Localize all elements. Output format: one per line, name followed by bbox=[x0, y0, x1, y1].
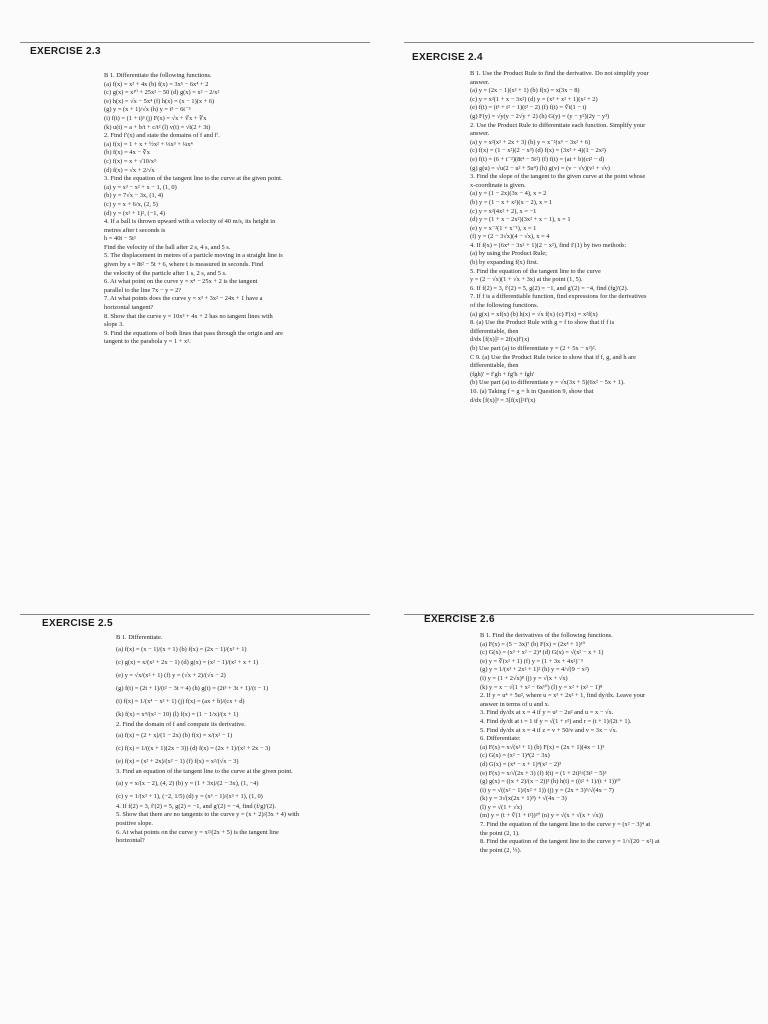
exercise-line: (e) y = ∜(x² + 1) (f) y = (1 + 3x + 4x²)⁻³ bbox=[480, 657, 583, 665]
exercise-line: 4. If f(2) = 3, f′(2) = 5, g(2) = −1, and g′(2) = −4, find (f/g)′(2). bbox=[116, 802, 276, 810]
exercise-line: 3. Find the equation of the tangent line to the curve at the given point. bbox=[104, 175, 283, 183]
exercise-line: (a) f(x) = (x − 1)/(x + 1) (b) f(x) = (2x − 1)/(x² + 1) bbox=[116, 645, 247, 653]
exercise-line: 9. Find the equations of both lines that pass through the origin and are bbox=[104, 329, 283, 337]
exercise-line: (f) y = (2 − 3√x)(4 − √x), x = 4 bbox=[470, 233, 550, 241]
exercise-line: (e) f(t) = (6 + t⁻²)(8t⁴ − 5t²) (f) f(t) = (at + b)(ct² − d) bbox=[470, 155, 605, 163]
exercise-line: (e) f(t) = (t³ + t² − 1)(t³ − 2) (f) f(t) = ∛t(1 − t) bbox=[470, 104, 587, 112]
exercise-line: (a) f(x) = x² + 4x (b) f(x) = 3x⁵ − 6x⁴ + 2 bbox=[104, 80, 209, 88]
exercise-title: EXERCISE 2.6 bbox=[424, 614, 495, 625]
exercise-line: answer. bbox=[470, 130, 490, 138]
exercise-line: (c) y = 1/(x² + 1), (−2, 1/5) (d) y = (x³ − 1)/(x³ + 1), (1, 0) bbox=[116, 792, 263, 800]
exercise-line: B 1. Find the derivatives of the following functions. bbox=[480, 632, 613, 639]
exercise-line: positive slope. bbox=[116, 819, 153, 827]
exercise-body bbox=[104, 72, 374, 347]
exercise-line: (b) y = (1 − x + x²)(x − 2), x = 1 bbox=[470, 198, 553, 206]
exercise-line: (a) y = x²(x² + 2x + 3) (b) y = x⁻²(x⁵ − 3x² + 6) bbox=[470, 138, 591, 146]
exercise-line: (b) by expanding f(x) first. bbox=[470, 259, 539, 267]
exercise-title: EXERCISE 2.3 bbox=[30, 46, 101, 57]
exercise-line: 8. Find the equation of the tangent line to the curve y = 1/√(20 − x²) at bbox=[480, 838, 660, 846]
top-rule bbox=[20, 42, 370, 43]
exercise-line: 5. The displacement in metres of a particle moving in a straight line is bbox=[104, 252, 283, 260]
exercise-line: (k) y = x − √(1 + x² − 6x¹⁰) (l) y = x² + (x² − 1)⁸ bbox=[480, 683, 603, 691]
exercise-line: horizontal tangent? bbox=[104, 304, 154, 312]
exercise-line: given by s = 8t² − 5t + 6, where t is measured in seconds. Find bbox=[104, 261, 264, 269]
exercise-line: (a) F(x) = (5 − 3x)⁷ (b) F(x) = (2x⁴ + 1)¹⁰ bbox=[480, 640, 586, 648]
exercise-line: 7. At what points does the curve y = x³ + 3x² − 24x + 1 have a bbox=[104, 295, 263, 303]
exercise-line: 7. Find the equation of the tangent line to the curve y = (x² − 3)⁴ at bbox=[480, 821, 651, 829]
exercise-body bbox=[116, 634, 371, 846]
exercise-line: (g) y = (x + 1)/√x (h) y = t³ − 6t⁻⁵ bbox=[104, 106, 191, 114]
exercise-line: slope 3. bbox=[104, 321, 124, 329]
exercise-line: (a) f(x) = 1 + x + ½x² + ⅓x³ + ¼x⁴ bbox=[104, 140, 193, 148]
exercise-line: 7. If f is a differentiable function, find expressions for the derivatives bbox=[470, 293, 647, 301]
exercise-line: (b) Use part (a) to differentiate y = (2 + 5x − x²)². bbox=[470, 345, 597, 352]
exercise-line: (g) f(t) = (2t + 1)/(t² − 3t + 4) (h) g(t) = (2t³ + 3t + 1)/(t − 1) bbox=[116, 684, 269, 692]
exercise-line: tangent to the parabola y = 1 + x². bbox=[104, 338, 191, 346]
exercise-line: (k) u(t) = a + b/t + c/t² (l) v(t) = √t(2 + 3t) bbox=[104, 123, 211, 131]
exercise-line: (c) g(x) = x¹⁰ + 25x² − 50 (d) g(x) = x² − 2/x² bbox=[104, 89, 220, 97]
exercise-line: (c) g(x) = x/(x² + 2x − 1) (d) g(x) = (x² − 1)/(x² + x + 1) bbox=[116, 658, 259, 666]
exercise-line: (a) y = (2x − 1)(x² + 1) (b) f(x) = x(3x − 8) bbox=[470, 87, 580, 95]
exercise-line: of the following functions. bbox=[470, 302, 539, 310]
exercise-line: 3. Find the slope of the tangent to the given curve at the point whose bbox=[470, 173, 646, 181]
exercise-line: 2. Find the domain of f and compute its derivative. bbox=[116, 720, 246, 728]
exercise-line: (a) g(x) = xf(x) (b) h(x) = √x f(x) (c) F(x) = x²f(x) bbox=[470, 310, 598, 318]
exercise-line: the velocity of the particle after 1 s, 2 s, and 5 s. bbox=[104, 269, 227, 277]
exercise-line: 5. Show that there are no tangents to the curve y = (x + 2)/(3x + 4) with bbox=[116, 811, 299, 819]
exercise-line: (k) f(x) = x⁴/(x² − 10) (l) f(x) = (1 − 1/x)/(x + 1) bbox=[116, 710, 239, 718]
exercise-line: 8. (a) Use the Product Rule with g = f to show that if f is bbox=[470, 319, 615, 327]
exercise-line: (a) y = x³ − x² + x − 1, (1, 0) bbox=[104, 183, 177, 191]
exercise-line: 6. At what point on the curve y = x⁴ − 25x + 2 is the tangent bbox=[104, 278, 258, 286]
exercise-line: (d) y = (x² + 1)², (−1, 4) bbox=[104, 209, 165, 217]
exercise-line: (a) y = (1 − 2x)(3x − 4), x = 2 bbox=[470, 190, 547, 198]
exercise-line: 3. Find an equation of the tangent line to the curve at the given point. bbox=[116, 768, 293, 776]
exercise-line: (g) y = 1/(x³ + 2x² + 1)² (h) y = 4/√(9 − x²) bbox=[480, 666, 589, 674]
exercise-line: 8. Show that the curve y = 10x³ + 4x + 2 has no tangent lines with bbox=[104, 312, 273, 320]
exercise-line: 10. (a) Taking f = g = h in Question 9, show that bbox=[470, 387, 594, 395]
exercise-line: B 1. Differentiate. bbox=[116, 634, 163, 641]
exercise-line: (b) y = 7√x − 3x, (1, 4) bbox=[104, 192, 164, 200]
exercise-line: 4. If f(x) = (6x⁴ − 3x² + 1)(2 − x²), find f′(1) by two methods: bbox=[470, 241, 627, 249]
exercise-line: differentiable, then bbox=[470, 327, 519, 335]
exercise-line: (e) h(x) = √x − 5x⁴ (f) h(x) = (x − 1)(x + 6) bbox=[104, 97, 215, 105]
exercise-line: x-coordinate is given. bbox=[470, 181, 526, 189]
exercise-line: (c) f(x) = (1 − x²)(2 − x³) (d) f(x) = (3x³ + 4)(1 − 2x²) bbox=[470, 147, 606, 155]
exercise-title: EXERCISE 2.4 bbox=[412, 52, 483, 63]
exercise-line: 6. If f(2) = 3, f′(2) = 5, g(2) = −1, and g′(2) = −4, find (fg)′(2). bbox=[470, 284, 629, 292]
exercise-line: (e) F(x) = x/√(2x + 3) (f) f(t) = (1 + 2t)⁵/(3t² − 5)³ bbox=[480, 769, 607, 777]
exercise-line: 4. Find dy/dt at t = 1 if y = √(1 + r²) and r = (t + 1)/(2t + 1). bbox=[480, 717, 632, 725]
exercise-line: d/dx [f(x)]³ = 3[f(x)]²f′(x) bbox=[470, 396, 536, 404]
exercise-line: (c) G(x) = (x² − 1)⁴(2 − 3x) bbox=[480, 752, 550, 760]
exercise-line: (g) g(x) = ((x + 2)/(x − 2))³ (h) h(t) = ((t² + 1)/(t + 1))¹⁰ bbox=[480, 778, 621, 786]
exercise-body bbox=[480, 632, 760, 855]
exercise-line: C 9. (a) Use the Product Rule twice to show that if f, g, and h are bbox=[470, 353, 636, 361]
exercise-line: (d) G(x) = (x⁴ − x + 1)⁴(x² − 2)³ bbox=[480, 760, 562, 768]
exercise-line: (i) y = √((x² − 1)/(x² + 1)) (j) y = (2x + 3)⁵/√(4x − 7) bbox=[480, 786, 614, 794]
exercise-2-5-panel bbox=[0, 600, 384, 1024]
exercise-line: (a) by using the Product Rule; bbox=[470, 250, 547, 258]
exercise-line: h = 40t − 5t² bbox=[104, 235, 136, 243]
exercise-line: (g) g(u) = √u(2 − u² + 5u⁴) (h) g(v) = (v − √v)(v² + √v) bbox=[470, 164, 610, 172]
exercise-line: 4. If a ball is thrown upward with a velocity of 40 m/s, its height in bbox=[104, 218, 276, 226]
exercise-line: 2. Use the Product Rule to differentiate each function. Simplify your bbox=[470, 121, 646, 129]
exercise-line: 5. Find the equation of the tangent line to the curve bbox=[470, 267, 601, 275]
exercise-line: (c) y = x²(1 + x − 3x²) (d) y = (x³ + x² + 1)(x² + 2) bbox=[470, 95, 598, 103]
exercise-line: horizontal? bbox=[116, 837, 145, 845]
exercise-line: answer in terms of u and x. bbox=[480, 700, 550, 708]
exercise-line: (i) f(t) = (1 + t)³ (j) F(x) = √x + ∛x + ∜x bbox=[104, 114, 207, 122]
exercise-title: EXERCISE 2.5 bbox=[42, 618, 113, 629]
exercise-line: Find the velocity of the ball after 2 s, 4 s, and 5 s. bbox=[104, 243, 231, 251]
exercise-line: (c) f(x) = 1/((x + 1)(2x − 3)) (d) f(x) = (2x + 1)/(x² + 2x − 3) bbox=[116, 745, 271, 753]
exercise-line: 5. Find dy/dx at x = 4 if z = v + 50/v and v = 3x − √x. bbox=[480, 726, 618, 734]
exercise-line: (e) y = x⁻²(1 + x⁻¹), x = 1 bbox=[470, 224, 537, 232]
exercise-line: 3. Find dy/dx at x = 4 if y = u³ − 2u² and u = x − √x. bbox=[480, 709, 614, 717]
exercise-line: 6. Differentiate: bbox=[480, 735, 521, 743]
exercise-line: (b) Use part (a) to differentiate y = √x(3x + 5)(6x² − 5x + 1). bbox=[470, 379, 625, 387]
exercise-line: 2. If y = u⁴ + 5u², where u = x³ + 2x² + 1, find dy/dx. Leave your bbox=[480, 692, 646, 700]
exercise-line: (g) F(y) = √y(y − 2√y + 2) (h) G(y) = (y − y²)(2y − y³) bbox=[470, 112, 610, 120]
exercise-line: (c) y = x + 6/x, (2, 5) bbox=[104, 200, 158, 208]
exercise-2-4-panel bbox=[384, 0, 768, 600]
exercise-line: (d) y = (1 + x − 2x²)(3x² + x − 1), x = 1 bbox=[470, 216, 571, 224]
exercise-line: (k) y = 3√(x(2x + 1)³) + √(4x − 3) bbox=[480, 795, 567, 803]
exercise-2-3-panel bbox=[0, 0, 384, 600]
exercise-line: (i) f(x) = 1/(x⁴ − x² + 1) (j) f(x) = (ax + b)/(cx + d) bbox=[116, 697, 245, 705]
exercise-line: (d) f(x) = √x + 2/√x bbox=[104, 166, 155, 174]
exercise-line: (c) f(x) = x + √10/x³ bbox=[104, 157, 156, 165]
exercise-line: parallel to the line 7x − y = 2? bbox=[104, 286, 182, 294]
exercise-line: (i) y = (1 + 2√x)⁸ (j) y = √(x + √x) bbox=[480, 674, 568, 682]
exercise-line: answer. bbox=[470, 78, 490, 86]
exercise-line: (fgh)′ = f′gh + fg′h + fgh′ bbox=[470, 370, 535, 378]
exercise-line: 2. Find f′(x) and state the domains of f and f′. bbox=[104, 132, 220, 140]
exercise-line: (e) f(x) = (x² + 2x)/(x² − 1) (f) f(x) = x²/(√x − 3) bbox=[116, 758, 239, 766]
exercise-line: (a) y = x/(x − 2), (4, 2) (b) y = (1 + 3x)/(2 − 3x), (1, −4) bbox=[116, 779, 259, 787]
exercise-line: (e) y = √x/(x² + 1) (f) y = (√x + 2)/(√x − 2) bbox=[116, 671, 226, 679]
top-rule bbox=[404, 42, 754, 43]
exercise-line: B 1. Differentiate the following functions. bbox=[104, 72, 212, 79]
exercise-line: (a) F(x) = x√(x² + 1) (b) F(x) = (2x + 1)(4x − 1)⁵ bbox=[480, 743, 605, 751]
exercise-2-6-panel bbox=[384, 600, 768, 1024]
exercise-line: (b) f(x) = 4x − ∜x bbox=[104, 149, 150, 157]
exercise-line: (c) G(x) = (x³ + x² − 2)⁴ (d) G(x) = √(x² − x + 1) bbox=[480, 649, 604, 657]
exercise-body bbox=[470, 70, 760, 405]
exercise-line: the point (2, ½). bbox=[480, 846, 522, 854]
exercise-line: y = (2 − √x)(1 + √x + 3x) at the point (1, 5). bbox=[470, 276, 583, 284]
exercise-line: (m) y = (t + ∛(1 + t²))²⁰ (n) y = √(x + √(x + √x)) bbox=[480, 812, 604, 820]
exercise-line: the point (2, 1). bbox=[480, 829, 520, 837]
exercise-line: (l) y = √(1 + √x) bbox=[480, 803, 523, 811]
exercise-line: 6. At what points on the curve y = x²/(2x + 5) is the tangent line bbox=[116, 828, 279, 836]
exercise-line: d/dx [f(x)]² = 2f(x)f′(x) bbox=[470, 336, 530, 344]
exercise-line: B 1. Use the Product Rule to find the derivative. Do not simplify your bbox=[470, 70, 649, 77]
exercise-line: (c) y = x²(4x² + 2), x = −1 bbox=[470, 207, 537, 215]
top-rule bbox=[20, 614, 370, 615]
exercise-line: differentiable, then bbox=[470, 362, 519, 370]
exercise-line: (a) f(x) = (2 + x)/(1 − 2x) (b) f(x) = x/(x² − 1) bbox=[116, 732, 233, 740]
exercise-line: metres after t seconds is bbox=[104, 226, 166, 234]
